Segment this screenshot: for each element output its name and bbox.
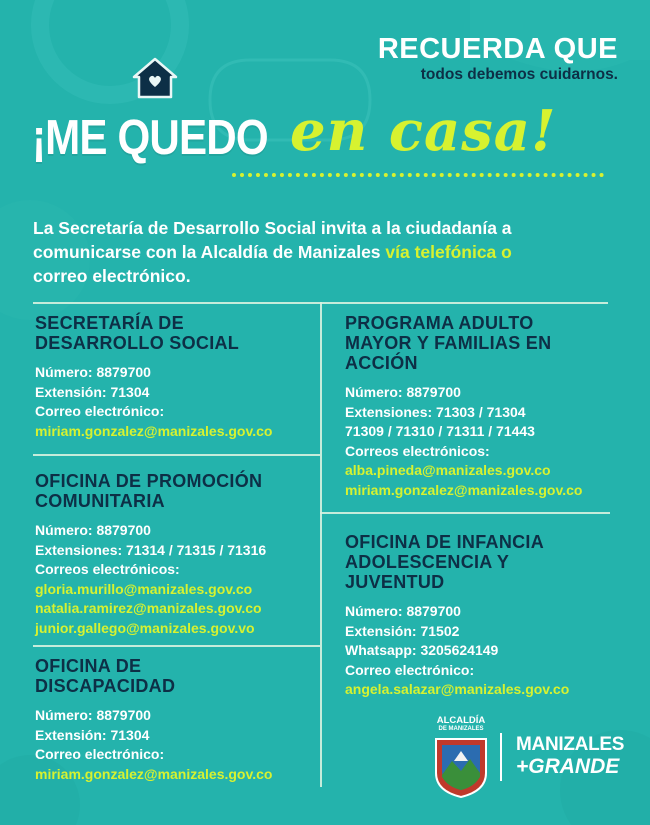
brand-manizales: MANIZALES <box>516 734 625 755</box>
extension: Extensiones: 71303 / 71304 <box>345 403 526 420</box>
office-title: PROGRAMA ADULTO MAYOR Y FAMILIAS EN ACCIÓN <box>345 313 552 373</box>
intro-text: La Secretaría de Desarrollo Social invita a la ciudadanía a comunicarse con la Alcaldía de Manizales <box>33 218 512 262</box>
phone-number: Número: 8879700 <box>345 384 461 400</box>
divider-left-1 <box>33 454 320 456</box>
recuerda-que-title: RECUERDA QUE <box>377 33 618 65</box>
office-infancia <box>345 532 575 700</box>
manizales-grande-brand <box>516 735 624 779</box>
extension-continued: 71309 / 71310 / 71311 / 71443 <box>345 423 535 439</box>
brand-grande: +GRANDE <box>516 755 620 778</box>
phone-number: Número: 8879700 <box>35 364 151 380</box>
phone-number: Número: 8879700 <box>35 522 151 538</box>
logo-separator <box>500 733 502 781</box>
reminder-heading <box>378 34 618 84</box>
dotted-divider <box>232 173 604 181</box>
email-link[interactable]: natalia.ramirez@manizales.gov.co <box>35 600 262 616</box>
extension: Extensión: 71304 <box>35 383 150 400</box>
intro-paragraph <box>33 216 623 288</box>
extension: Extensión: 71502 <box>345 622 460 639</box>
office-discapacidad <box>35 656 273 784</box>
divider-left-2 <box>33 645 320 647</box>
email-link[interactable]: miriam.gonzalez@manizales.gov.co <box>345 481 583 498</box>
house-heart-icon <box>130 55 180 99</box>
email-link[interactable]: junior.gallego@manizales.gov.vo <box>35 619 255 636</box>
office-desarrollo-social <box>35 313 295 441</box>
extension: Extensión: 71304 <box>35 726 150 743</box>
cuidarnos-subtitle: todos debemos cuidarnos. <box>420 66 618 83</box>
email-link[interactable]: miriam.gonzalez@manizales.gov.co <box>35 765 273 782</box>
email-label: Correos electrónicos: <box>345 442 490 459</box>
me-quedo-headline: ¡ME QUEDO <box>32 111 268 165</box>
divider-right-1 <box>320 512 610 514</box>
divider-vertical <box>320 302 322 787</box>
email-link[interactable]: angela.salazar@manizales.gov.co <box>345 681 570 697</box>
phone-number: Número: 8879700 <box>35 707 151 723</box>
office-title: OFICINA DE INFANCIA ADOLESCENCIA Y JUVENTUD <box>345 532 544 592</box>
email-label: Correo electrónico: <box>35 746 165 762</box>
office-adulto-mayor <box>345 313 583 500</box>
alcaldia-text: ALCALDÍA <box>436 715 486 726</box>
email-label: Correos electrónicos: <box>35 561 180 577</box>
phone-number: Número: 8879700 <box>345 603 461 619</box>
en-casa-headline: en casa! <box>290 98 557 164</box>
office-title: SECRETARÍA DE DESARROLLO SOCIAL <box>35 313 240 353</box>
email-link[interactable]: gloria.murillo@manizales.gov.co <box>35 580 253 597</box>
de-manizales-text: DE MANIZALES <box>438 726 484 732</box>
whatsapp-number: Whatsapp: 3205624149 <box>345 642 499 658</box>
intro-highlight: vía telefónica o <box>385 242 512 262</box>
intro-text-end: correo electrónico. <box>33 266 191 286</box>
extension: Extensiones: 71314 / 71315 / 71316 <box>35 541 267 558</box>
email-link[interactable]: alba.pineda@manizales.gov.co <box>345 462 551 478</box>
email-label: Correo electrónico: <box>345 661 475 678</box>
office-title: OFICINA DE DISCAPACIDAD <box>35 656 176 696</box>
email-label: Correo electrónico: <box>35 403 165 419</box>
office-promocion-comunitaria <box>35 471 315 638</box>
office-title: OFICINA DE PROMOCIÓN COMUNITARIA <box>35 471 263 511</box>
email-link[interactable]: miriam.gonzalez@manizales.gov.co <box>35 422 273 439</box>
